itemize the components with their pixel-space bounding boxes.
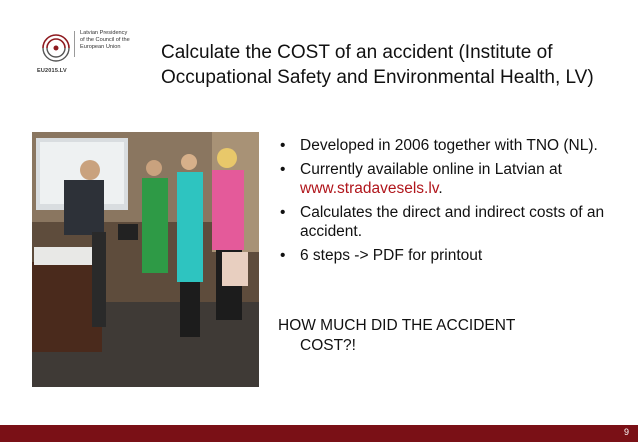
bullet-dot: • [280,160,286,178]
closing-question [278,316,598,355]
footer-bar [0,425,638,442]
logo-org-line: European Union [80,43,121,50]
bullet-item [280,246,610,266]
slide-title: Calculate the COST of an accident (Institute of Occupational Safety and Environmental Health, LV) [161,42,594,88]
logo-org-name [80,30,150,50]
question-line: HOW MUCH DID THE ACCIDENT [278,317,516,334]
website-link[interactable]: www.stradavesels.lv [300,180,439,197]
logo-org-line: Latvian Presidency [80,30,128,36]
bullet-item [280,203,610,242]
bullet-dot: • [280,246,286,264]
bullet-text: 6 steps -> PDF for printout [300,246,483,264]
logo-divider [74,31,75,57]
bullet-item [280,160,610,199]
photo-illustration [32,132,259,387]
logo-org-line: of the Council of the [80,36,130,43]
bullet-text-end: . [438,180,443,197]
bullet-dot: • [280,203,286,221]
page-number: 9 [623,427,629,437]
bullet-text: Currently available online in Latvian at [300,160,562,178]
presidency-logo [33,27,143,85]
bullet-list [280,136,610,269]
bullet-dot: • [280,137,286,154]
event-photo [32,132,259,387]
bullet-text: Calculates the direct and indirect costs of an accident. [300,203,605,240]
bullet-text: Developed in 2006 together with TNO (NL). [300,137,598,154]
question-line: COST?! [300,336,356,354]
swirl-logo-icon [39,31,73,65]
bullet-item [280,136,610,156]
logo-tag: EU2015.LV [37,68,67,74]
